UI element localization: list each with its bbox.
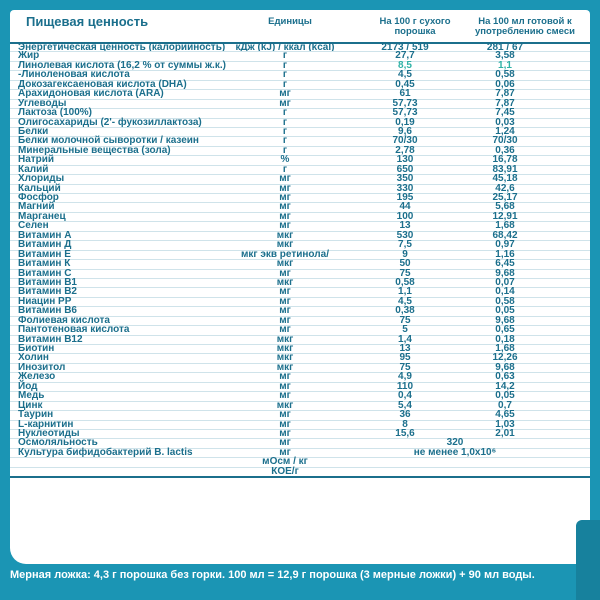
value-per-100g: 13 [399, 343, 411, 354]
nutrient-unit: мОсм / кг [262, 456, 308, 468]
value-per-100g: 57,73 [392, 107, 418, 119]
nutrient-name: L-карнитин [18, 418, 74, 430]
value-per-100g: 5 [402, 324, 408, 336]
value-per-100ml: 12,91 [492, 210, 518, 222]
nutrient-unit: мг [279, 371, 291, 383]
nutrient-unit: мкг [276, 258, 294, 270]
value-per-100ml: 0,63 [495, 371, 515, 383]
value-per-100g: 4,5 [398, 69, 412, 81]
nutrient-unit: мг [279, 88, 291, 100]
nutrient-unit: КОЕ/г [271, 465, 299, 477]
value-per-100ml: 1,68 [495, 343, 515, 354]
nutrient-unit: мг [279, 220, 291, 232]
value-per-100g: 1,1 [398, 286, 412, 298]
value-per-100g: 13 [399, 220, 411, 232]
value-per-100ml: 0,05 [495, 305, 515, 317]
value-per-100g: 195 [396, 192, 414, 203]
nutrient-name: Кальций [18, 182, 61, 194]
value-per-100ml: 42,6 [495, 182, 515, 194]
value-per-100ml: 6,45 [495, 258, 515, 270]
value-per-100ml: 9,68 [495, 314, 515, 326]
nutrient-unit: мг [279, 97, 291, 109]
nutrient-name: Инозитол [18, 361, 66, 373]
value-per-100ml: 68,42 [492, 229, 518, 241]
value-per-100ml: 3,58 [495, 50, 515, 62]
nutrient-unit: мг [279, 201, 291, 213]
value-per-100ml: 16,78 [492, 154, 518, 166]
value-per-100g: 2173 / 519 [381, 42, 429, 53]
value-per-100ml: 7,45 [495, 107, 515, 119]
value-per-100g: 0,19 [395, 116, 415, 128]
nutrient-unit: г [282, 69, 288, 81]
table-row [10, 467, 590, 476]
nutrient-unit: мг [279, 380, 291, 392]
value-per-100g: 4,5 [398, 295, 412, 307]
value-per-100ml: 1,1 [498, 59, 512, 71]
per-100ml-header: На 100 мл готовой к употреблению смеси [475, 16, 575, 37]
corner-tab-decoration [576, 520, 600, 600]
nutrient-unit: мг [279, 210, 291, 222]
nutrient-name: Осмоляльность [18, 437, 98, 449]
nutrient-name: Холин [18, 352, 49, 364]
value-per-100ml: 5,68 [495, 201, 515, 213]
nutrient-unit: г [282, 59, 288, 71]
value-per-100g: 530 [396, 229, 414, 241]
nutrient-name: Олигосахариды (2'- фукозиллактоза) [18, 116, 202, 128]
nutrient-name: Витамин Е [18, 248, 71, 260]
nutrient-name: Железо [18, 371, 56, 383]
nutrient-name: Витамин А [18, 229, 72, 241]
nutrient-unit: мкг [276, 352, 294, 364]
value-per-100ml: 1,03 [495, 418, 515, 430]
footer-note: Мерная ложка: 4,3 г порошка без горки. 100 мл = 12,9 г порошка (3 мерные ложки) + 90 мл воды. [10, 569, 535, 581]
value-per-100g: 5,4 [398, 399, 412, 411]
value-per-100ml: 2,01 [495, 427, 515, 439]
nutrient-name: Белки молочной сыворотки / казеин [18, 135, 199, 147]
nutrient-name: Углеводы [18, 97, 67, 109]
nutrient-name: Калий [18, 163, 49, 175]
table-row [10, 457, 590, 466]
nutrient-unit: мг [279, 409, 291, 421]
value-per-100ml: 45,18 [492, 173, 518, 185]
nutrient-unit: мг [279, 192, 291, 203]
nutrient-name: Витамин В6 [18, 305, 77, 317]
nutrient-unit: мкг [276, 333, 294, 345]
nutrient-unit: мкг [276, 399, 294, 411]
value-per-100g: 61 [399, 88, 411, 100]
nutrient-name: Арахидоновая кислота (ARA) [18, 88, 164, 100]
value-per-100g: 330 [396, 182, 414, 194]
nutrient-unit: мкг [276, 229, 294, 241]
value-per-100ml: 0,18 [495, 333, 515, 345]
units-header: Единицы [268, 16, 312, 27]
nutrient-name: Витамин В1 [18, 276, 77, 288]
nutrition-table-panel [10, 10, 590, 564]
nutrient-name: Цинк [18, 399, 43, 411]
value-per-100g: 95 [399, 352, 411, 364]
nutrient-name: Докозагексаеновая кислота (DHA) [18, 78, 187, 90]
value-per-100ml: 1,24 [495, 125, 515, 137]
nutrient-unit: г [282, 163, 288, 175]
nutrient-name: -Линоленовая кислота [18, 69, 130, 81]
value-per-100g: 70/30 [392, 135, 418, 147]
nutrient-name: Культура бифидобактерий B. lactis [18, 446, 193, 458]
value-per-100g: 0,45 [395, 78, 415, 90]
value-per-100g: 50 [399, 258, 411, 270]
value-per-100g: 4,9 [398, 371, 412, 383]
nutrient-name: Витамин В2 [18, 286, 77, 298]
value-per-100g: 0,4 [398, 390, 412, 402]
value-per-100g: 36 [399, 409, 411, 421]
nutrient-name: Витамин Д [18, 239, 72, 251]
nutrient-name: Магний [18, 201, 55, 213]
value-per-100ml: 12,26 [492, 352, 518, 364]
nutrient-unit: % [280, 154, 290, 166]
nutrient-name: Медь [18, 390, 45, 402]
nutrient-name: Ниацин РР [18, 295, 72, 307]
nutrient-unit: мг [279, 324, 291, 336]
nutrient-unit: г [282, 116, 288, 128]
nutrient-name: Фолиевая кислота [18, 314, 110, 326]
value-per-100g: 75 [399, 267, 411, 279]
nutrient-name: Энергетическая ценность (калорийность) [18, 42, 226, 53]
value-per-100g: 2,78 [395, 144, 415, 156]
nutrient-unit: мг [279, 267, 291, 279]
nutrient-combined-value: не менее 1,0х10⁶ [413, 446, 497, 458]
value-per-100g: 130 [396, 154, 414, 166]
nutrient-unit: мкг [276, 361, 294, 373]
nutrition-rows [10, 42, 590, 476]
value-per-100g: 7,5 [398, 239, 412, 251]
value-per-100ml: 14,2 [495, 380, 515, 392]
value-per-100g: 9,6 [398, 125, 412, 137]
nutrient-name: Натрий [18, 154, 55, 166]
nutrient-unit: мг [279, 305, 291, 317]
value-per-100g: 57,73 [392, 97, 418, 109]
nutrient-name: Витамин К [18, 258, 71, 270]
nutrient-name: Хлориды [18, 173, 65, 185]
nutrient-name: Жир [18, 50, 40, 62]
nutrient-unit: г [282, 78, 288, 90]
nutrient-unit: мг [279, 437, 291, 449]
value-per-100ml: 0,06 [495, 78, 515, 90]
nutrient-unit: мкг [276, 239, 294, 251]
value-per-100g: 8,5 [398, 59, 412, 71]
value-per-100g: 27,7 [395, 50, 415, 62]
value-per-100ml: 1,68 [495, 220, 515, 232]
nutrient-unit: г [282, 50, 288, 62]
nutrient-name: Пантотеновая кислота [18, 324, 130, 336]
nutrient-unit: мг [279, 182, 291, 194]
nutrient-name: Селен [18, 220, 49, 232]
value-per-100ml: 4,65 [495, 409, 515, 421]
value-per-100ml: 9,68 [495, 267, 515, 279]
value-per-100g: 0,38 [395, 305, 415, 317]
nutrient-unit: кДж (kJ) / ккал (kcal) [235, 42, 335, 53]
value-per-100g: 75 [399, 314, 411, 326]
nutrient-combined-value: 320 [446, 437, 464, 449]
value-per-100ml: 0,97 [495, 239, 515, 251]
value-per-100g: 650 [396, 163, 414, 175]
value-per-100ml: 25,17 [492, 192, 518, 203]
value-per-100g: 8 [402, 418, 408, 430]
value-per-100ml: 0,58 [495, 295, 515, 307]
value-per-100g: 15,6 [395, 427, 415, 439]
nutrient-name: Таурин [18, 409, 54, 421]
nutrient-unit: г [282, 107, 288, 119]
value-per-100g: 75 [399, 361, 411, 373]
nutrient-name: Линолевая кислота (16,2 % от суммы ж.к.) [18, 59, 226, 71]
value-per-100g: 100 [396, 210, 414, 222]
value-per-100g: 1,4 [398, 333, 412, 345]
nutrient-name: Фосфор [18, 192, 59, 203]
nutrient-unit: мг [279, 295, 291, 307]
nutrient-unit: мг [279, 286, 291, 298]
value-per-100ml: 7,87 [495, 88, 515, 100]
nutrient-name: Белки [18, 125, 49, 137]
value-per-100ml: 9,68 [495, 361, 515, 373]
value-per-100g: 0,58 [395, 276, 415, 288]
nutrient-unit: мг [279, 446, 291, 458]
table-title: Пищевая ценность [26, 14, 149, 29]
nutrient-name: Биотин [18, 343, 55, 354]
per-100g-header: На 100 г сухого порошка [379, 16, 451, 37]
value-per-100ml: 0,14 [495, 286, 515, 298]
value-per-100ml: 0,65 [495, 324, 515, 336]
value-per-100ml: 0,7 [498, 399, 512, 411]
nutrient-unit: мкг [276, 276, 294, 288]
nutrient-unit: г [282, 125, 288, 137]
value-per-100ml: 0,03 [495, 116, 515, 128]
nutrient-name: Нуклеотиды [18, 427, 80, 439]
table-bottom-rule [10, 476, 590, 478]
nutrient-name: Лактоза (100%) [18, 107, 92, 119]
nutrient-unit: мкг экв ретинола/ [241, 248, 329, 260]
nutrient-unit: г [282, 135, 288, 147]
value-per-100ml: 0,05 [495, 390, 515, 402]
nutrient-name: Минеральные вещества (зола) [18, 144, 171, 156]
value-per-100ml: 70/30 [492, 135, 518, 147]
nutrient-unit: мг [279, 418, 291, 430]
nutrient-unit: мг [279, 173, 291, 185]
value-per-100ml: 0,58 [495, 69, 515, 81]
value-per-100ml: 0,07 [495, 276, 515, 288]
value-per-100g: 110 [396, 380, 414, 392]
nutrient-name: Йод [18, 380, 38, 392]
nutrient-name: Марганец [18, 210, 66, 222]
value-per-100g: 44 [399, 201, 411, 213]
value-per-100g: 9 [402, 248, 408, 260]
nutrient-unit: мг [279, 390, 291, 402]
nutrient-unit: мг [279, 427, 291, 439]
value-per-100ml: 1,16 [495, 248, 515, 260]
nutrient-name: Витамин С [18, 267, 72, 279]
nutrient-name: Витамин В12 [18, 333, 83, 345]
value-per-100ml: 7,87 [495, 97, 515, 109]
value-per-100ml: 83,91 [492, 163, 518, 175]
nutrient-unit: г [282, 144, 288, 156]
nutrient-unit: мкг [276, 343, 294, 354]
value-per-100g: 350 [396, 173, 414, 185]
nutrient-unit: мг [279, 314, 291, 326]
value-per-100ml: 0,36 [495, 144, 515, 156]
value-per-100ml: 281 / 67 [486, 42, 524, 53]
